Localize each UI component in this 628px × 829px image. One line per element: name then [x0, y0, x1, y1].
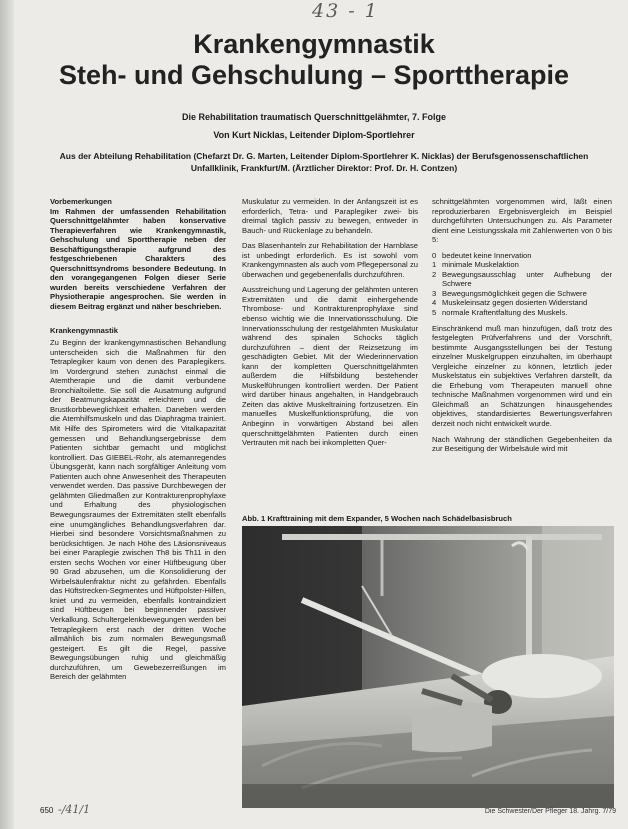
muscle-rating-scale: [432, 251, 612, 318]
scale-item: 2 Bewegungsausschlag unter Aufhebung der Schwere: [432, 269, 612, 289]
article-author: Von Kurt Nicklas, Leitender Diplom-Sportlehrer: [213, 130, 415, 140]
article-subtitle: Die Rehabilitation traumatisch Querschnittgelähmter, 7. Folge: [181, 112, 447, 122]
footer-page-number: 650: [40, 806, 54, 815]
scale-item: 4 Muskeleinsatz gegen dosierten Widerstand: [432, 298, 588, 308]
article-affiliation: Aus der Abteilung Rehabilitation (Chefarzt Dr. G. Marten, Leitender Diplom-Sportlehrer K. Nicklas) der Berufsgenossenschaftlichen Unfallklinik, Frankfurt/M. (Ärztlicher Direktor: Prof. Dr. H. Contzen): [59, 151, 589, 173]
handwritten-page-note: 43 - 1: [312, 0, 379, 22]
text-column-1: [50, 197, 226, 807]
article-title-line-2: Steh- und Gehschulung – Sporttherapie: [58, 60, 570, 90]
text-column-3: [432, 197, 612, 511]
page-binding-shadow: [0, 0, 14, 829]
scale-item: 3 Bewegungsmöglichkeit gegen die Schwere: [432, 288, 587, 298]
scale-item: 5 normale Kraftentfaltung des Muskels.: [432, 308, 568, 318]
article-title-line-1: Krankengymnastik: [193, 29, 435, 59]
figure-caption: Abb. 1 Krafttraining mit dem Expander, 5 Wochen nach Schädelbasisbruch: [242, 514, 512, 523]
column-3-paragraph-3: Nach Wahrung der ständlichen Gegebenheiten da zur Beseitigung der Wirbelsäule wird mit: [432, 434, 612, 454]
column-2-paragraph-3: Ausstreichung und Lagerung der gelähmten unteren Extremitäten und die damit einhergehende Thrombose- und Kontrakturenprophylaxe sind ebenso wichtig wie die Innervationsschulung. Die Innervationsschulung der restgelähmten Muskulatur während des spinalen Schocks täglich durchzuführen – dient der Reizsetzung im geschädigten Gebiet. Mit der Wiederinnervation kann der kompletten Querschnittgelähmten außerdem die Hilfsbildung bestehender Muskelführungen kontrolliert werden. Der Patient wird darüber hinaus angehalten, in Handgebrauch Zeiten das aktive Muskeltraining fortzusetzen. Ein manuelles Muskelfunktionsprüfung, die von Anbeginn in vorwärtigen Abstand bei allen querschnittgelähmten Patienten durch einen Vertrauten mit nach bei inkompletten Quer-: [242, 285, 418, 448]
column-2-paragraph-2: Das Blasenhanteln zur Rehabilitation der Harnblase ist unbedingt erforderlich. Es ist sowohl vom Krankengymnasten als auch vom Pflegepersonal zu überwachen und gegebenenfalls durchzuführen.: [242, 241, 418, 279]
column-3-paragraph-2: Einschränkend muß man hinzufügen, daß trotz des festgelegten Prüfverfahrens und der Vorschrift, bestimmte Ausgangsstellungen bei der Testung einzelner Muskelgruppen einzuhalten, im überhaupt Vergleiche einzelner zu können, letztlich jeder Muskelstatus ein subjektives Verfahren darstellt, da die Erhebung vom Therapeuten manuell ohne technische Maßnahmen vorgenommen wird und ein Gleichmaß an Schätzungen hinausgehendes objektives, standardisiertes Bewertungsverfahren derzeit noch nicht entwickelt wurde.: [432, 323, 612, 429]
section-heading-krankengymnastik: Krankengymnastik: [50, 325, 118, 335]
footer-journal-reference: Die Schwester/Der Pfleger 18. Jahrg. 7/79: [484, 808, 616, 815]
text-column-2: [242, 197, 418, 511]
section-paragraph: Zu Beginn der krankengymnastischen Behandlung unterscheiden sich die Maßnahmen für den Tetraplegiker kaum von denen des Paraplegikers. Im Vordergrund stehen zunächst einmal die Atemtherapie und die damit verbundene Bronchialtoilette. Sie soll die Ausatmung aufgrund der Beatmungskapazität erleichtern und die Brustkorbbeweglichkeit erhalten. Daneben werden die Atemhilfsmuskeln und das Diaphragma trainiert. Mit Hilfe des Spirometers wird die Vitalkapazität gemessen und Behandlungsergebnisse dem Patienten sichtbar gemacht und möglichst kontrolliert. Das GIEBEL-Rohr, als atemanregendes Übungsgerät, kann nach sorgfältiger Anleitung vom Patienten auch ohne Anwesenheit des Therapeuten verwendet werden. Das passive Durchbewegen der gelähmten Gliedmaßen zur Kontrakturenprophylaxe und Erhaltung des physiologischen Bewegungsraumes der Extremitäten stellt ebenfalls eine unumgängliches Behandlungsverfahren dar. Hierbei sind besondere Vorsichtsmaßnahmen zu berücksichtigen. Je nach Höhe des Läsionsniveaus bei einer Paraplegie zwischen Th8 bis Th11 in den ersten sechs Wochen vor einer Hüftbeugung über 90 Grad abzusehen, um die Konsolidierung der Wirbelsäulenfraktur nicht zu gefährden. Ebenfalls das Hüftstrecken-Segmentes und Hüftpolster-Hilfen, kniet und zu vermeiden, ebenfalls kontraindiziert sind Hüftbeugen bei beginnender passiver Verkalkung. Schultergelenkbewegungen werden bei Tetraplegikern erst nach der dritten Woche allmählich bis zum normalen Bewegungsmaß gesteigert. Es gilt die Regel, passive Bewegungsübungen ruhig und gleichmäßig durchzuführen, um Gewebezerreißungen im Bereich der gelähmten: [50, 338, 226, 682]
intro-paragraph: Im Rahmen der umfassenden Rehabilitation Querschnittgelähmter haben konservative Therapieverfahren wie Krankengymnastik, Gehschulung und Sporttherapie neben der Beschäftigungstherapie aufgrund des festgeschriebenen Charakters des Querschnittsyndroms besondere Bedeutung. In den vorangegangenen Folgen dieser Serie wurden bereits verschiedene Verfahren der Physiotherapie angesprochen. Sie werden in diesem Beitrag ergänzt und näher beschrieben.: [50, 206, 226, 312]
intro-heading: Vorbemerkungen: [50, 197, 112, 206]
scale-item: 1 minimale Muskelaktion: [432, 260, 519, 270]
hospital-bed-photo: [242, 526, 614, 808]
scale-item: 0 bedeutet keine Innervation: [432, 250, 532, 260]
figure-photo: [242, 526, 614, 808]
column-2-paragraph-1: Muskulatur zu vermeiden. In der Anfangszeit ist es erforderlich, Tetra- und Paraplegiker zwei- bis dreimal täglich passiv zu bewegen, entweder in Bauch- und Rückenlage zu behandeln.: [242, 197, 418, 235]
footer-handwritten-note: -/41/1: [58, 803, 91, 816]
column-3-paragraph-1: schnittgelähmten vorgenommen wird, läßt einen reproduzierbaren Ergebnisvergleich im Beispiel durchgeführten Untersuchungen zu. Als Parameter dient eine Leistungsskala mit Zahlenwerten von 0 bis 5:: [432, 197, 612, 245]
